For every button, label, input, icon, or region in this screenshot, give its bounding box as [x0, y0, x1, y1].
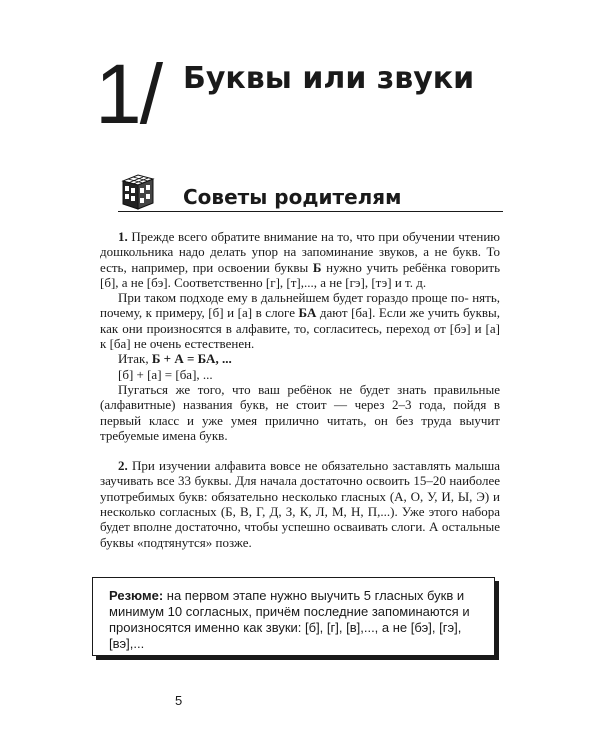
section-title: Советы родителям [183, 185, 402, 209]
text-line: дают [ба]. Если же учить [319, 305, 460, 321]
text-line: чтению дошкольника надо делать упор на запоминание звуков, [100, 229, 501, 260]
text-line: нять, почему, к примеру, [б] и [а] в слоге [100, 290, 500, 321]
article-body [100, 229, 500, 550]
text-line: требуемые имена букв. [100, 427, 228, 443]
section-rule [118, 211, 503, 212]
resume-line: [гэ], [вэ],... [109, 620, 462, 651]
text-line: нужно учить [326, 259, 399, 275]
bold-letter: Б [312, 259, 322, 275]
text-line: первый класс и уже умея прилично читать, он без труда выучит [100, 412, 500, 428]
paragraph-4 [100, 458, 500, 550]
resume-line: на первом этапе нужно выучить 5 гласных букв и [166, 588, 465, 603]
text-line: ребёнка говорить [б], а не [бэ]. Соответственно [г], [т],..., а не [гэ], [100, 259, 501, 290]
paragraph-1 [100, 229, 500, 290]
text-line: осваивать слоги. А остальные буквы «подтянутся» позже. [100, 519, 501, 550]
chapter-number: 1/ [95, 47, 162, 141]
text-line: (алфавитные) названия букв, не стоит — через 2–3 года, пойдя в [100, 397, 500, 413]
text-line: малыша заучивать все 33 буквы. Для начала достаточно освоить [100, 458, 501, 489]
bold-syllable: БА [298, 305, 317, 321]
text-line: Пугаться же того, что ваш ребёнок не будет знать правильные [118, 381, 500, 397]
paragraph-2 [100, 290, 500, 351]
text-line: 15–20 наиболее употребимых букв: обязательно несколько гласных [100, 473, 501, 504]
chapter-title: Буквы или звуки [183, 61, 475, 96]
text-line: [тэ] и т. д. [371, 274, 427, 290]
resume-box [92, 577, 495, 656]
formula-line [100, 351, 500, 366]
paragraph-gap [100, 443, 500, 458]
text-line: При изучении алфавита вовсе не обязательно заставлять [131, 458, 451, 474]
letter-formula: Б + А = БА, ... [151, 351, 232, 367]
cube-icon [119, 172, 165, 212]
text-line: (А, О, У, И, Ы, Э) и несколько согласных (Б, В, Г, Д, З, К, Л, М, Н, [100, 488, 500, 520]
page-number: 5 [175, 693, 183, 708]
paragraph-number: 1. [118, 229, 128, 244]
text-line: буквы, как они произносятся в алфавите, то, согласитесь, переход [100, 305, 501, 336]
formula-label: Итак, [118, 351, 149, 367]
resume-label: Резюме: [109, 588, 164, 603]
text-line: При таком подходе ему в дальнейшем будет гораздо проще по- [118, 290, 469, 306]
text-line: а не букв. То есть, например, при освоении буквы [100, 244, 501, 275]
resume-text [109, 588, 487, 652]
text-line: П,...). Уже этого набора будет вполне достаточно, чтобы успешно [100, 504, 501, 535]
text-line: Прежде всего обратите внимание на то, что при обучении [131, 229, 455, 244]
sound-formula: [б] + [а] = [ба], ... [118, 366, 213, 382]
resume-line: и произносятся именно как звуки: [б], [г], [в],..., а не [бэ], [109, 604, 470, 635]
text-line: от [бэ] и [а] к [ба] не очень естественен. [100, 320, 500, 352]
paragraph-3 [100, 382, 500, 443]
paragraph-number: 2. [118, 458, 128, 474]
resume-line: минимум 10 согласных, причём последние запоминаются [109, 604, 459, 619]
